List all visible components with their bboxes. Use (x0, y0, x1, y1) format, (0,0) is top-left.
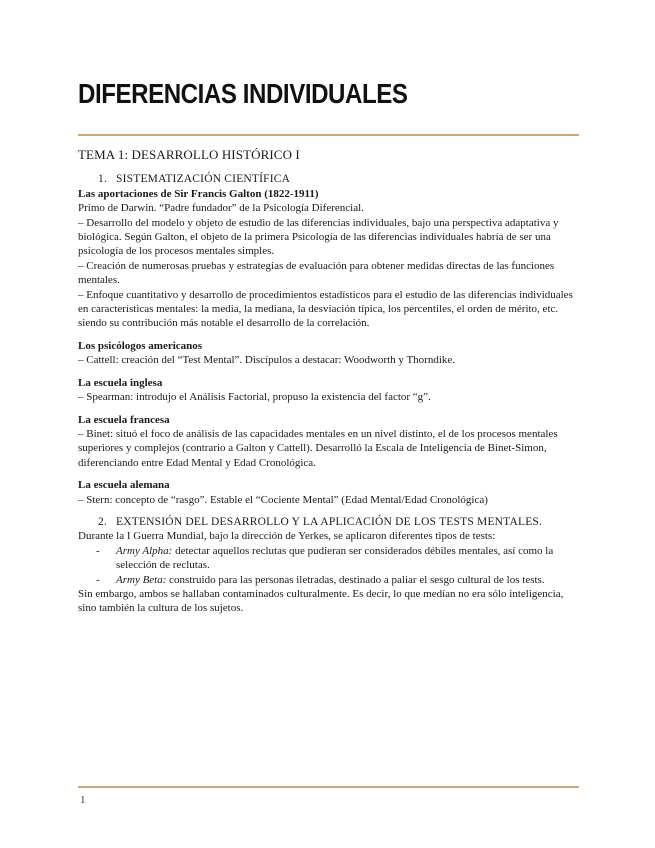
francesa-heading: La escuela francesa (78, 413, 170, 426)
section-1-number: 1. (98, 173, 108, 186)
section-1-heading (78, 172, 578, 186)
section-2-number: 2. (98, 515, 108, 528)
inglesa-heading: La escuela inglesa (78, 376, 163, 389)
list-text: detectar aquellos reclutas que pudieran ser considerados débiles mentales, así como la selección de reclutas. (116, 544, 554, 572)
alemana-text: – Stern: concepto de “rasgo”. Estable el “Cociente Mental” (Edad Mental/Edad Cronológica) (78, 493, 488, 506)
document-body (78, 148, 578, 616)
alemana-heading: La escuela alemana (78, 479, 170, 492)
list-dash: - (96, 573, 100, 586)
galton-heading: Las aportaciones de Sir Francis Galton (1822-1911) (78, 187, 319, 200)
page-number: 1 (80, 794, 86, 806)
section-2-closing: Sin embargo, ambos se hallaban contaminados culturalmente. Es decir, lo que medían no era sólo inteligencia, sino también la cultura de los sujetos. (78, 587, 564, 615)
galton-line: – Enfoque cuantitativo y desarrollo de procedimientos estadísticos para el estudio de las diferencias individuales en características mentales: la media, la mediana, la desviación típica, los percentiles, el orden de mérito, etc. siendo su contribución más notable el desarrollo de la correlación. (78, 288, 573, 330)
americanos-text: – Cattell: creación del “Test Mental”. Discípulos a destacar: Woodworth y Thorndike. (78, 354, 456, 367)
list-item (78, 544, 578, 573)
galton-line: – Desarrollo del modelo y objeto de estudio de las diferencias individuales, bajo una perspectiva adaptativa y biológica. Según Galton, el objeto de la primera Psicología de las diferencias individuales habría de ser una psicología de los procesos mentales simples. (78, 216, 559, 258)
section-2-heading (78, 515, 578, 529)
section-2-title: EXTENSIÓN DEL DESARROLLO Y LA APLICACIÓN DE LOS TESTS MENTALES. (116, 515, 543, 528)
list-item (78, 573, 578, 587)
list-term: Army Beta: (116, 573, 167, 586)
inglesa-text: – Spearman: introdujo el Análisis Factorial, propuso la existencia del factor “g”. (78, 391, 431, 404)
galton-line: Primo de Darwin. “Padre fundador” de la Psicología Diferencial. (78, 202, 364, 215)
document-title: DIFERENCIAS INDIVIDUALES (78, 78, 408, 109)
section-1-title: SISTEMATIZACIÓN CIENTÍFICA (116, 173, 291, 186)
section-2-intro: Durante la I Guerra Mundial, bajo la dirección de Yerkes, se aplicaron diferentes tipos de tests: (78, 530, 496, 543)
francesa-text: – Binet: situó el foco de análisis de las capacidades mentales en un nivel distinto, el de los procesos mentales superiores y complejos (contrario a Galton y Cattell). Desarrolló la Escala de Inteligencia de Binet-Simon, diferenciando entre Edad Mental y Edad Cronológica. (78, 427, 558, 469)
tema-heading: TEMA 1: DESARROLLO HISTÓRICO I (78, 147, 300, 162)
top-divider (78, 134, 579, 136)
list-dash: - (96, 544, 100, 557)
americanos-heading: Los psicólogos americanos (78, 339, 203, 352)
galton-line: – Creación de numerosas pruebas y estrategias de evaluación para obtener medidas directas de las funciones mentales. (78, 259, 555, 287)
list-text: construido para las personas iletradas, destinado a paliar el sesgo cultural de los tests. (166, 573, 545, 586)
bottom-divider (78, 786, 579, 788)
list-term: Army Alpha: (116, 544, 173, 557)
